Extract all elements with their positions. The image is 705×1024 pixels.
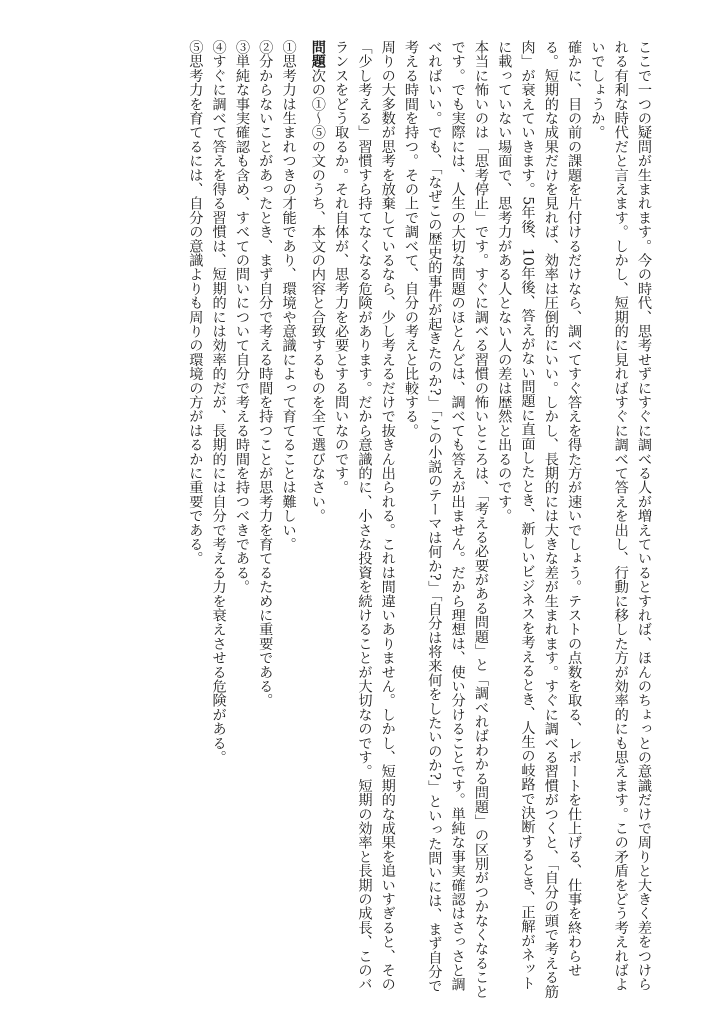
answer-option-5: ⑤思考力を育てるには、自分の意識よりも周りの環境の方がはるかに重要である。: [187, 40, 204, 566]
answer-option-1: ①思考力は生まれつきの才能であり、環境や意識によって育てることは難しい。: [280, 40, 297, 552]
passage-paragraph-4: 周りの大多数が思考を放棄しているなら、少し考えるだけで抜きん出られる。これは間違いありません。しかし、短期的な成果を追いすぎると、その「少し考える」習慣すら持てなくなる危険があります。だから意識的に、小さな投資を続けることが大切なのです。短期の効率と長期の成長、このバランスをどう取るか。それ自体が、思考力を必要とする問いなのです。: [333, 40, 396, 992]
question-instruction: 次の①〜⑤の文のうち、本文の内容と合致するものを全て選びなさい。: [309, 68, 326, 523]
passage-paragraph-2: 確かに、目の前の課題を片付けるだけなら、調べてすぐ答えを得た方が速いでしょう。テストの点数を取る、レポートを仕上げる、仕事を終わらせる。短期的な成果だけを見れば、効率は圧倒的にいい。しかし、長期的には大きな差が生まれます。すぐに調べる習慣がつくと、「自分の頭で考える筋肉」が衰えていきます。5年後、10年後、答えがない問題に直面したとき、新しいビジネスを考えるとき、人生の岐路で決断するとき、正解がネットに載っていない場面で、思考力がある人とない人の差は歴然と出るのです。: [496, 40, 583, 999]
vertical-text-block: [55, 40, 655, 1000]
question-label: 問題: [309, 40, 326, 69]
answer-option-2: ②分からないことがあったとき、まず自分で考える時間を持つことが思考力を育てるために重要である。: [257, 40, 274, 708]
answer-option-3: ③単純な事実確認も含め、すべての問いについて自分で考える時間を持つべきである。: [233, 40, 250, 594]
answer-option-4: ④すぐに調べて答えを得る習慣は、短期的には効率的だが、長期的には自分で考える力を衰えさせる危険がある。: [210, 40, 227, 765]
passage-paragraph-3: 本当に怖いのは「思考停止」です。すぐに調べる習慣の怖いところは、「考える必要がある問題」と「調べればわかる問題」の区別がつかなくなることです。でも実際には、人生の大切な問題のほとんどは、調べても答えが出ません。だから理想は、使い分けることです。単純な事実確認はさっさと調べればいい。でも、「なぜこの歴史的事件が起きたのか?」「この小説のテーマは何か?」「自分は将来何をしたいのか?」といった問いには、まず自分で考える時間を持つ。その上で調べて、自分の考えと比較する。: [403, 40, 489, 999]
passage-paragraph-1: ここで一つの疑問が生まれます。今の時代、思考せずにすぐに調べる人が増えているとすれば、ほんのちょっとの意識だけで周りと大きく差をつけられる有利な時代だと言えます。しかし、短期的に見ればすぐに調べて答えを出し、行動に移した方が効率的にも思えます。この矛盾をどう考えればよいでしょうか。: [589, 40, 652, 992]
question-header: [306, 40, 329, 1000]
